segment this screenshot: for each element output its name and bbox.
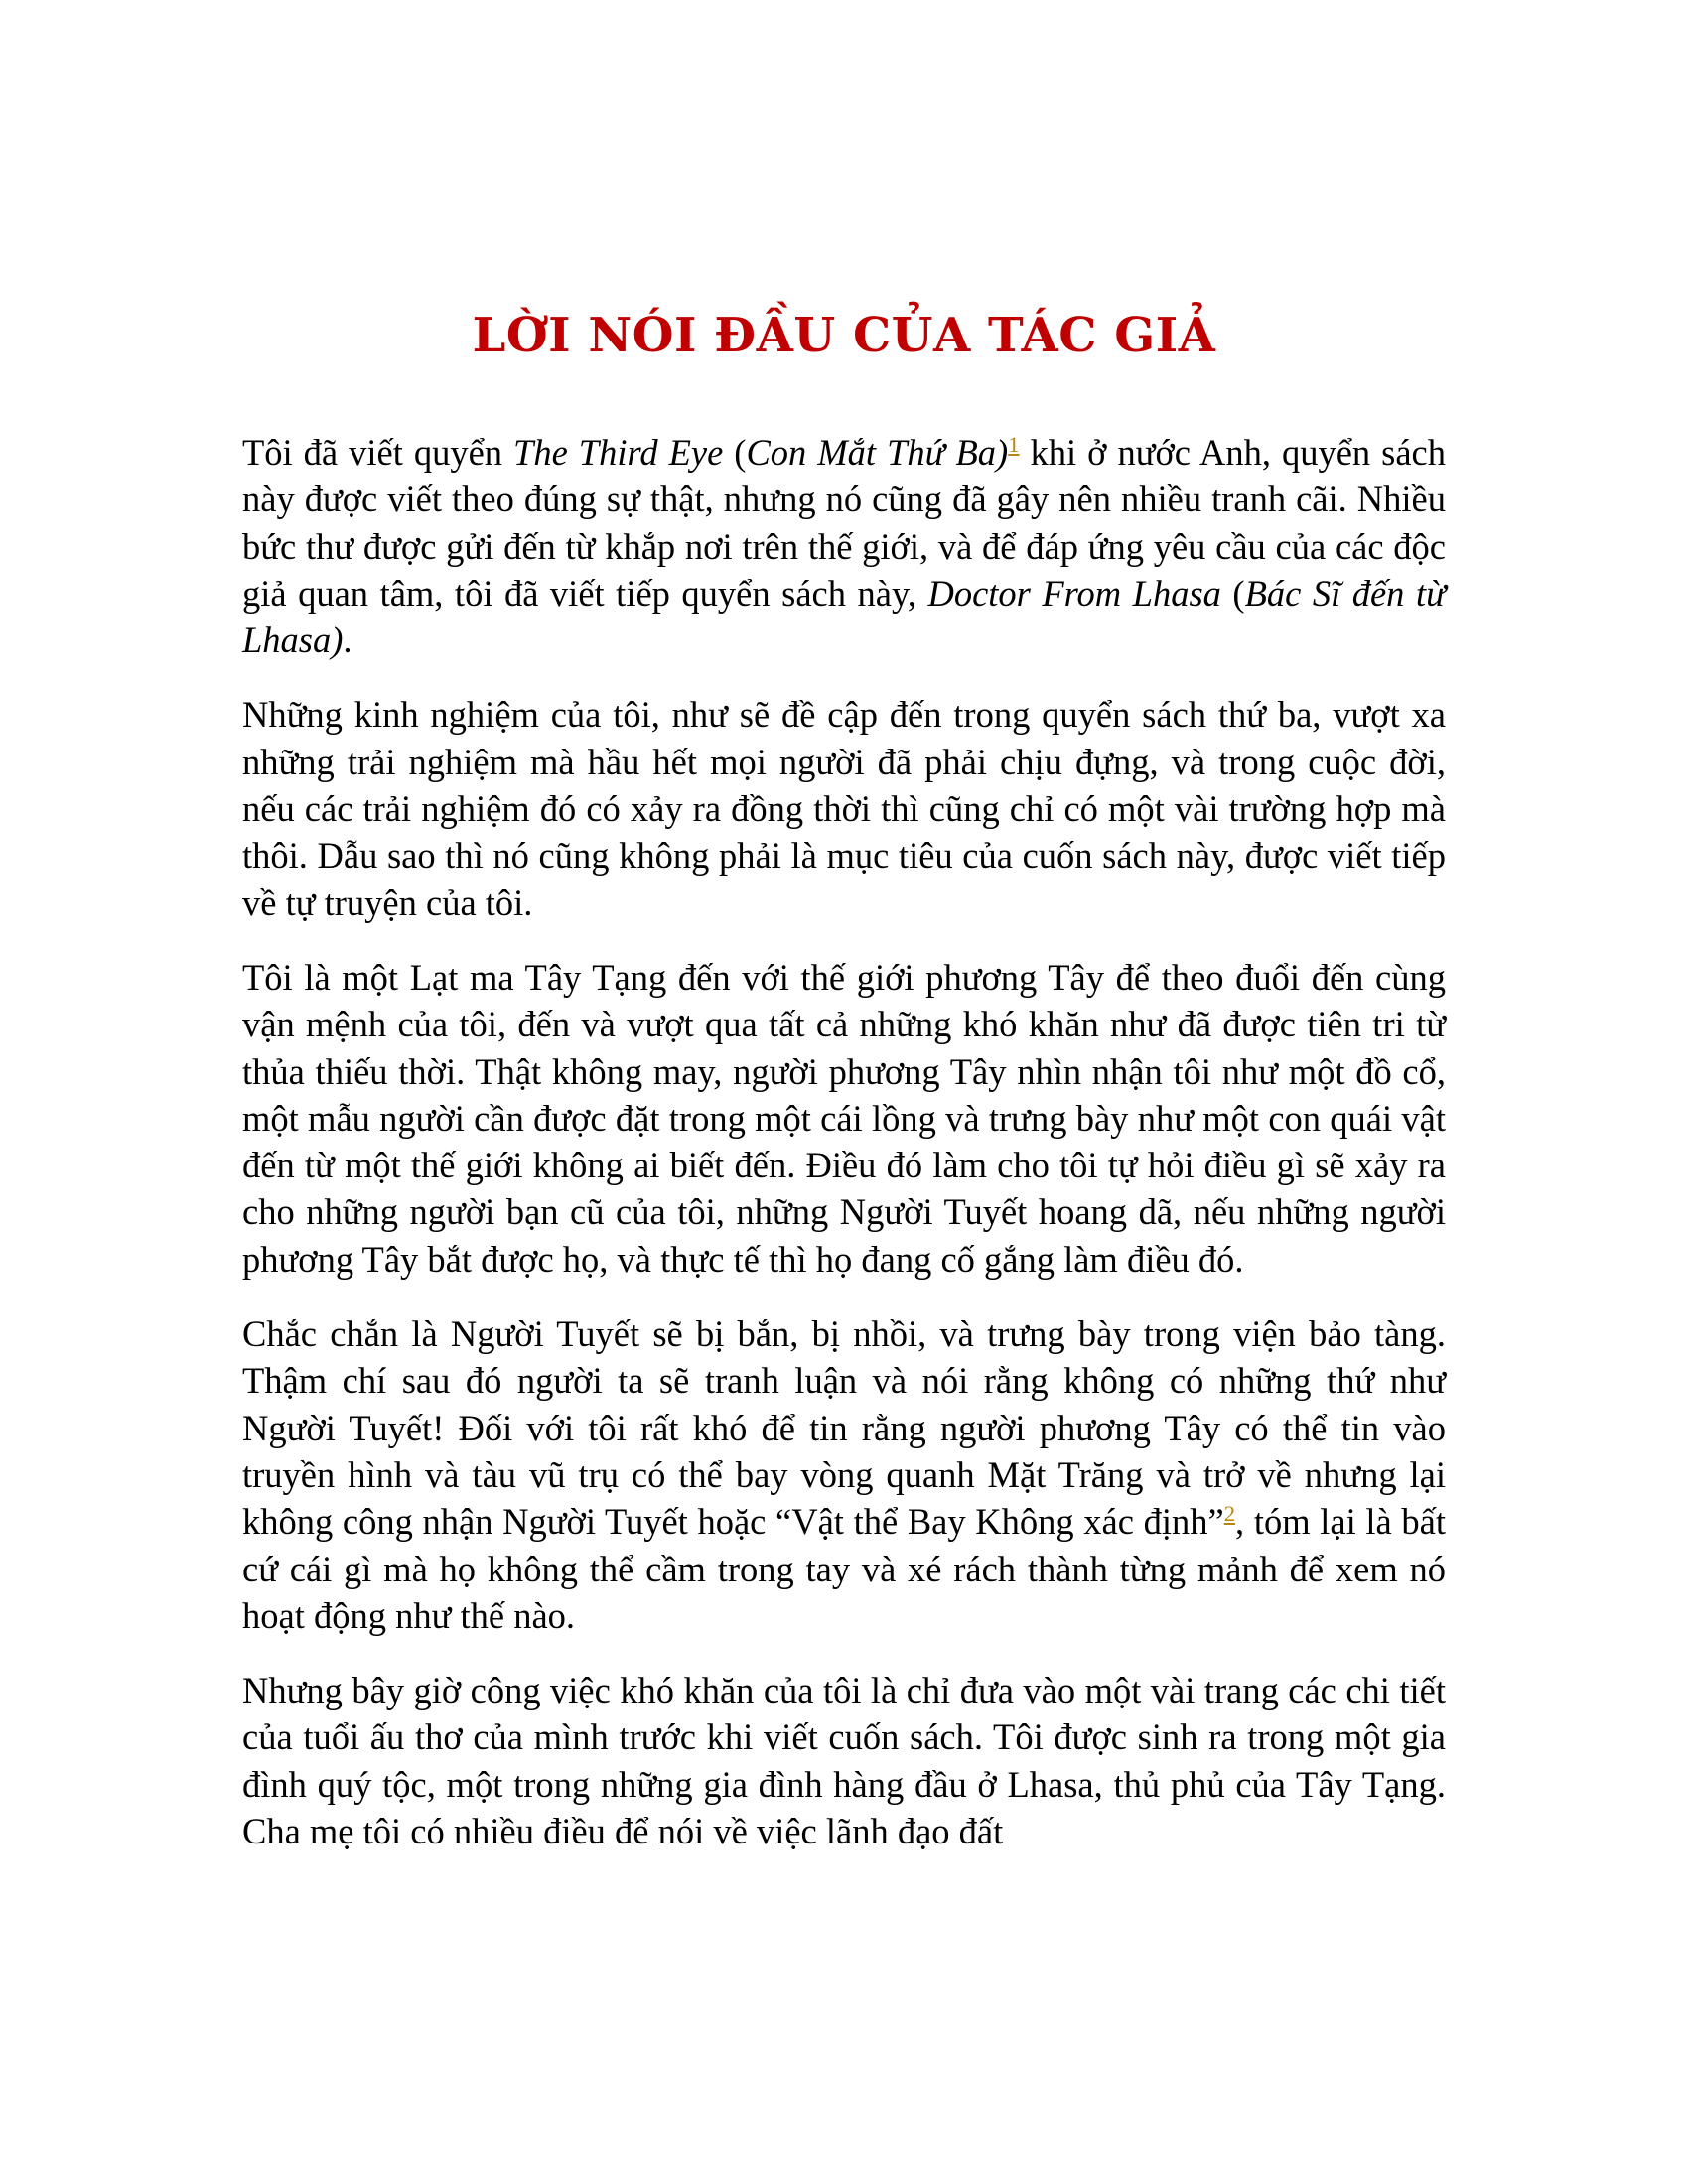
text-run: Chắc chắn là Người Tuyết sẽ bị bắn, bị nhồi, và trưng bày trong viện bảo tàng. Thậm chí sau đó người ta sẽ tranh luận và nói rằng không có những thứ như Người Tuyết! Đối với tôi rất khó để tin rằng người phương Tây có thể tin vào truyền hình và tàu vũ trụ có thể bay vòng quanh Mặt Trăng và trở về nhưng lại không công nhận Người Tuyết hoặc “Vật thể Bay Không xác định” bbox=[242, 1313, 1446, 1543]
book-title-translation: Con Mắt Thứ Ba) bbox=[746, 432, 1009, 473]
page-title: LỜI NÓI ĐẦU CỦA TÁC GIẢ bbox=[472, 308, 1216, 363]
book-title-translation: Bác Sĩ đến từ Lhasa) bbox=[242, 572, 1446, 661]
footnote-link-1[interactable]: 1 bbox=[1008, 431, 1020, 457]
text-run: Tôi đã viết quyển bbox=[242, 432, 514, 473]
text-run: khi ở nước Anh, quyển sách này được viết theo đúng sự thật, nhưng nó cũng đã gây nên nhiều tranh cãi. Nhiều bức thư được gửi đến từ khắp nơi trên thế giới, và để đáp ứng yêu cầu của các độc giả quan tâm, tôi đã viết tiếp quyển sách này, bbox=[242, 432, 1446, 614]
footnote-link-2[interactable]: 2 bbox=[1223, 1501, 1236, 1527]
paragraph-3: Tôi là một Lạt ma Tây Tạng đến với thế giới phương Tây để theo đuổi đến cùng vận mệnh của tôi, đến và vượt qua tất cả những khó khăn như đã được tiên tri từ thủa thiếu thời. Thật không may, người phương Tây nhìn nhận tôi như một đồ cổ, một mẫu người cần được đặt trong một cái lồng và trưng bày như một con quái vật đến từ một thế giới không ai biết đến. Điều đó làm cho tôi tự hỏi điều gì sẽ xảy ra cho những người bạn cũ của tôi, những Người Tuyết hoang dã, nếu những người phương Tây bắt được họ, và thực tế thì họ đang cố gắng làm điều đó. bbox=[242, 956, 1446, 1280]
book-title-doctor-from-lhasa: Doctor From Lhasa bbox=[927, 572, 1221, 614]
text-run: , tóm lại là bất cứ cái gì mà họ không thể cầm trong tay và xé rách thành từng mảnh để xem nó hoạt động như thế nào. bbox=[242, 1501, 1446, 1636]
paragraph-4 bbox=[242, 1310, 1446, 1639]
paragraph-1 bbox=[242, 429, 1446, 663]
body-text bbox=[242, 429, 1446, 1882]
text-run: ( bbox=[1220, 572, 1245, 614]
text-run: . bbox=[343, 619, 352, 661]
book-title-third-eye: The Third Eye bbox=[513, 432, 724, 473]
paragraph-2: Những kinh nghiệm của tôi, như sẽ đề cập đến trong quyển sách thứ ba, vượt xa những trải nghiệm mà hầu hết mọi người đã phải chịu đựng, và trong cuộc đời, nếu các trải nghiệm đó có xảy ra đồng thời thì cũng chỉ có một vài trường hợp mà thôi. Dẫu sao thì nó cũng không phải là mục tiêu của cuốn sách này, được viết tiếp về tự truyện của tôi. bbox=[242, 694, 1446, 923]
paragraph-5: Nhưng bây giờ công việc khó khăn của tôi là chỉ đưa vào một vài trang các chi tiết của tuổi ấu thơ của mình trước khi viết cuốn sách. Tôi được sinh ra trong một gia đình quý tộc, một trong những gia đình hàng đầu ở Lhasa, thủ phủ của Tây Tạng. Cha mẹ tôi có nhiều điều để nói về việc lãnh đạo đất bbox=[242, 1670, 1446, 1852]
text-run: ( bbox=[723, 432, 747, 473]
